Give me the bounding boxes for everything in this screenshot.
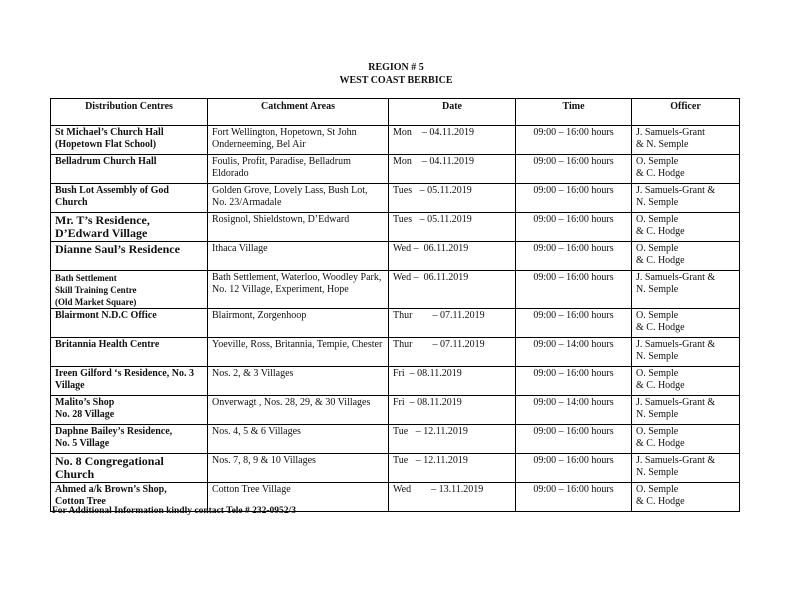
contact-footer: For Additional Information kindly contact Tele # 232-0952/3: [52, 506, 296, 516]
date-cell: Wed – 06.11.2019: [389, 242, 516, 271]
time-cell: 09:00 – 16:00 hours: [516, 184, 632, 213]
column-header: Date: [389, 99, 516, 126]
table-row: [51, 454, 740, 483]
catchment-areas-cell: Nos. 4, 5 & 6 Villages: [208, 425, 389, 454]
time-cell: 09:00 – 16:00 hours: [516, 367, 632, 396]
date-cell: Mon – 04.11.2019: [389, 155, 516, 184]
time-cell: 09:00 – 16:00 hours: [516, 483, 632, 512]
distribution-centre-cell: Belladrum Church Hall: [51, 155, 208, 184]
officer-cell: O. Semple & C. Hodge: [632, 483, 740, 512]
table-row: [51, 271, 740, 309]
date-cell: Thur – 07.11.2019: [389, 309, 516, 338]
catchment-areas-cell: Onverwagt , Nos. 28, 29, & 30 Villages: [208, 396, 389, 425]
distribution-centre-cell: Bath Settlement Skill Training Centre (Old Market Square): [51, 271, 208, 309]
distribution-centre-cell: St Michael’s Church Hall (Hopetown Flat School): [51, 126, 208, 155]
time-cell: 09:00 – 16:00 hours: [516, 155, 632, 184]
distribution-table: [50, 98, 740, 512]
catchment-areas-cell: Nos. 7, 8, 9 & 10 Villages: [208, 454, 389, 483]
catchment-areas-cell: Foulis, Profit, Paradise, Belladrum Eldorado: [208, 155, 389, 184]
time-cell: 09:00 – 14:00 hours: [516, 338, 632, 367]
date-cell: Fri – 08.11.2019: [389, 396, 516, 425]
distribution-centre-cell: Ireen Gilford ‘s Residence, No. 3 Village: [51, 367, 208, 396]
time-cell: 09:00 – 16:00 hours: [516, 309, 632, 338]
date-cell: Tue – 12.11.2019: [389, 425, 516, 454]
distribution-centre-cell: Daphne Bailey’s Residence, No. 5 Village: [51, 425, 208, 454]
date-cell: Thur – 07.11.2019: [389, 338, 516, 367]
time-cell: 09:00 – 16:00 hours: [516, 242, 632, 271]
date-cell: Mon – 04.11.2019: [389, 126, 516, 155]
officer-cell: J. Samuels-Grant & N. Semple: [632, 271, 740, 309]
time-cell: 09:00 – 16:00 hours: [516, 126, 632, 155]
distribution-centre-cell: Bush Lot Assembly of God Church: [51, 184, 208, 213]
distribution-centre-cell: No. 8 Congregational Church: [51, 454, 208, 483]
catchment-areas-cell: Fort Wellington, Hopetown, St John Onderneeming, Bel Air: [208, 126, 389, 155]
date-cell: Tues – 05.11.2019: [389, 213, 516, 242]
table-header-row: [51, 99, 740, 126]
time-cell: 09:00 – 16:00 hours: [516, 271, 632, 309]
area-title: WEST COAST BERBICE: [339, 75, 453, 86]
distribution-centre-cell: Mr. T’s Residence, D’Edward Village: [51, 213, 208, 242]
column-header: Catchment Areas: [208, 99, 389, 126]
time-cell: 09:00 – 16:00 hours: [516, 213, 632, 242]
column-header: Officer: [632, 99, 740, 126]
column-header: Time: [516, 99, 632, 126]
catchment-areas-cell: Yoeville, Ross, Britannia, Tempie, Chester: [208, 338, 389, 367]
table-row: [51, 155, 740, 184]
catchment-areas-cell: Nos. 2, & 3 Villages: [208, 367, 389, 396]
time-cell: 09:00 – 16:00 hours: [516, 425, 632, 454]
table-body: [51, 126, 740, 512]
distribution-centre-cell: Blairmont N.D.C Office: [51, 309, 208, 338]
table-row: [51, 396, 740, 425]
officer-cell: O. Semple & C. Hodge: [632, 155, 740, 184]
officer-cell: O. Semple & C. Hodge: [632, 309, 740, 338]
table-row: [51, 338, 740, 367]
catchment-areas-cell: Blairmont, Zorgenhoop: [208, 309, 389, 338]
table-row: [51, 184, 740, 213]
table-row: [51, 126, 740, 155]
date-cell: Tue – 12.11.2019: [389, 454, 516, 483]
catchment-areas-cell: Ithaca Village: [208, 242, 389, 271]
catchment-areas-cell: Cotton Tree Village: [208, 483, 389, 512]
date-cell: Fri – 08.11.2019: [389, 367, 516, 396]
catchment-areas-cell: Rosignol, Shieldstown, D’Edward: [208, 213, 389, 242]
column-header: Distribution Centres: [51, 99, 208, 126]
officer-cell: O. Semple & C. Hodge: [632, 367, 740, 396]
officer-cell: J. Samuels-Grant & N. Semple: [632, 396, 740, 425]
time-cell: 09:00 – 16:00 hours: [516, 454, 632, 483]
officer-cell: J. Samuels-Grant & N. Semple: [632, 454, 740, 483]
catchment-areas-cell: Bath Settlement, Waterloo, Woodley Park, No. 12 Village, Experiment, Hope: [208, 271, 389, 309]
officer-cell: J. Samuels-Grant & N. Semple: [632, 338, 740, 367]
table-row: [51, 367, 740, 396]
officer-cell: O. Semple & C. Hodge: [632, 425, 740, 454]
table-row: [51, 213, 740, 242]
time-cell: 09:00 – 14:00 hours: [516, 396, 632, 425]
date-cell: Tues – 05.11.2019: [389, 184, 516, 213]
officer-cell: O. Semple & C. Hodge: [632, 242, 740, 271]
date-cell: Wed – 13.11.2019: [389, 483, 516, 512]
distribution-centre-cell: Malito’s Shop No. 28 Village: [51, 396, 208, 425]
officer-cell: J. Samuels-Grant & N. Semple: [632, 126, 740, 155]
page-header: [0, 61, 792, 87]
date-cell: Wed – 06.11.2019: [389, 271, 516, 309]
officer-cell: O. Semple & C. Hodge: [632, 213, 740, 242]
table-row: [51, 242, 740, 271]
table-row: [51, 309, 740, 338]
officer-cell: J. Samuels-Grant & N. Semple: [632, 184, 740, 213]
catchment-areas-cell: Golden Grove, Lovely Lass, Bush Lot, No. 23/Armadale: [208, 184, 389, 213]
distribution-centre-cell: Ahmed a/k Brown’s Shop, Cotton Tree: [51, 483, 208, 512]
distribution-centre-cell: Britannia Health Centre: [51, 338, 208, 367]
distribution-centre-cell: Dianne Saul’s Residence: [51, 242, 208, 271]
region-title: REGION # 5: [368, 62, 424, 73]
table-row: [51, 425, 740, 454]
